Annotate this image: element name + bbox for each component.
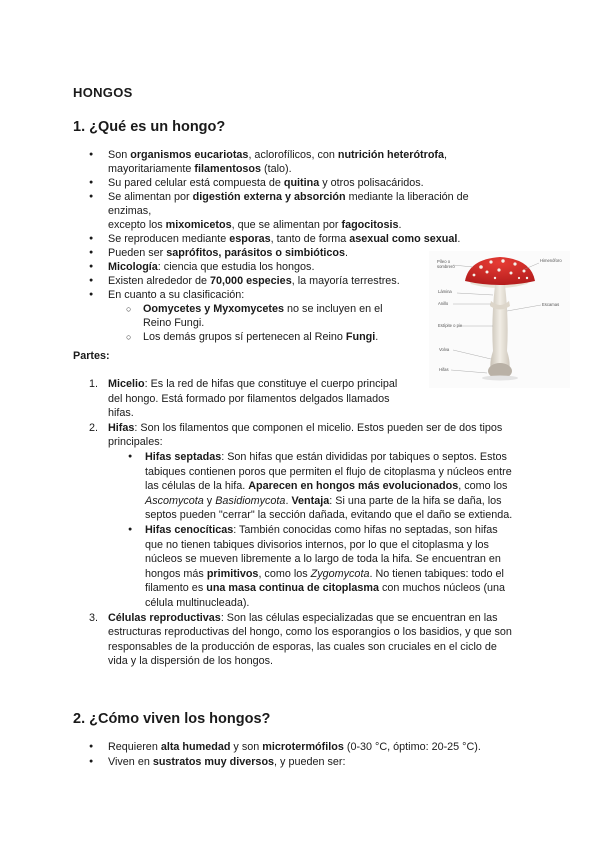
figure-label: Escamas — [542, 302, 560, 307]
list-item: ● Existen alrededor de 70,000 especies, la mayoría terrestres. — [73, 274, 513, 288]
figure-label: sombrero — [437, 264, 455, 269]
list-item: 3. Células reproductivas: Son las células especializadas que se encuentran en las estructuras reproductivas del hongo, como los esporangios o los basidios, y que son responsables de la producción de esporas, las cuales son cruciales en el ciclo de vida y la dispersión de los hongos. — [89, 611, 512, 668]
list-item: 2. Hifas: Son los filamentos que componen el micelio. Estos pueden ser de dos tipos principales: ● Hifas septadas: Son hifas que están divididas por tabiques o septos. Estos tabiques contienen poros que permiten el flujo de citoplasma y núcleos entre las células de la hifa. Aparecen en hongos más evolucionados, como los Ascomycota y Basidiomycota. Ventaja: Si una parte de la hifa se daña, los septos pueden "cerrar" la sección dañada, evitando que el daño se extienda. ● Hifas cenocíticas: También conocidas como hifas no septadas, son hifas que no tienen tabiques divisorios internos, por lo que el citoplasma y los núcleos se mueven libremente a lo largo de toda la hifa. Se encuentran en hongos más primitivos, como los Zygomycota. No tienen tabiques: todo el filamento es una masa continua de citoplasma con muchos núcleos (una célula multinucleada). — [73, 421, 518, 611]
list-item: ○ Los demás grupos sí pertenecen al Reino Fungi. — [108, 330, 513, 344]
section-2-heading: 2. ¿Cómo viven los hongos? — [73, 711, 271, 727]
list-item: ○ Oomycetes y Myxomycetes no se incluyen en el Reino Fungi. — [108, 302, 513, 330]
figure-label: Estípite o pie — [438, 323, 463, 328]
section-1-heading: 1. ¿Qué es un hongo? — [73, 119, 226, 135]
list-item: ● Se reproducen mediante esporas, tanto de forma asexual como sexual. — [73, 232, 513, 246]
list-item: ● Hifas cenocíticas: También conocidas como hifas no septadas, son hifas que no tienen tabiques divisorios internos, por lo que el citoplasma y los núcleos se mueven libremente a lo largo de toda la hifa. Se encuentran en hongos más primitivos, como los Zygomycota. No tienen tabiques: todo el filamento es una masa continua de citoplasma con muchos núcleos (una célula multinucleada). — [108, 523, 518, 611]
figure-label: Anillo — [438, 301, 449, 306]
figure-label: Himenóforo — [540, 258, 562, 263]
parts-heading: Partes: — [73, 350, 110, 362]
figure-label: Píleo o — [437, 259, 451, 264]
list-item: ● Pueden ser saprófitos, parásitos o simbióticos. — [73, 246, 513, 260]
list-item: ● Micología: ciencia que estudia los hongos. — [73, 260, 513, 274]
document-title: HONGOS — [73, 85, 133, 100]
list-item: ● En cuanto a su clasificación: ○ Oomycetes y Myxomycetes no se incluyen en el Reino Fungi. ○ Los demás grupos sí pertenecen al Reino Fungi. — [73, 288, 513, 344]
list-item: 1. Micelio: Es la red de hifas que constituye el cuerpo principal del hongo. Está formado por filamentos delgados llamados hifas. — [89, 378, 398, 420]
parts-list — [73, 377, 518, 669]
hifas-sublist — [108, 450, 518, 611]
list-item: ● Son organismos eucariotas, aclorofílicos, con nutrición heterótrofa, mayoritariamente filamentosos (talo). — [73, 148, 513, 176]
figure-label: Volva — [439, 347, 450, 352]
mushroom-diagram — [429, 251, 570, 388]
list-item: ● Requieren alta humedad y son microtermófilos (0-30 °C, óptimo: 20-25 °C). — [73, 740, 523, 755]
list-item: ● Hifas septadas: Son hifas que están divididas por tabiques o septos. Estos tabiques contienen poros que permiten el flujo de citoplasma y núcleos entre las células de la hifa. Aparecen en hongos más evolucionados, como los Ascomycota y Basidiomycota. Ventaja: Si una parte de la hifa se daña, los septos pueden "cerrar" la sección dañada, evitando que el daño se extienda. — [108, 450, 518, 523]
list-item: ● Se alimentan por digestión externa y absorción mediante la liberación de enzimas, excepto los mixomicetos, que se alimentan por fagocitosis. — [73, 190, 513, 232]
list-item: ● Viven en sustratos muy diversos, y pueden ser: — [73, 755, 523, 770]
list-item: ● Su pared celular está compuesta de quitina y otros polisacáridos. — [73, 176, 513, 190]
section-2-bullets — [73, 740, 523, 770]
figure-label: Lámina — [438, 289, 452, 294]
figure-label: Hifas — [439, 367, 449, 372]
mushroom-illustration — [429, 251, 570, 388]
